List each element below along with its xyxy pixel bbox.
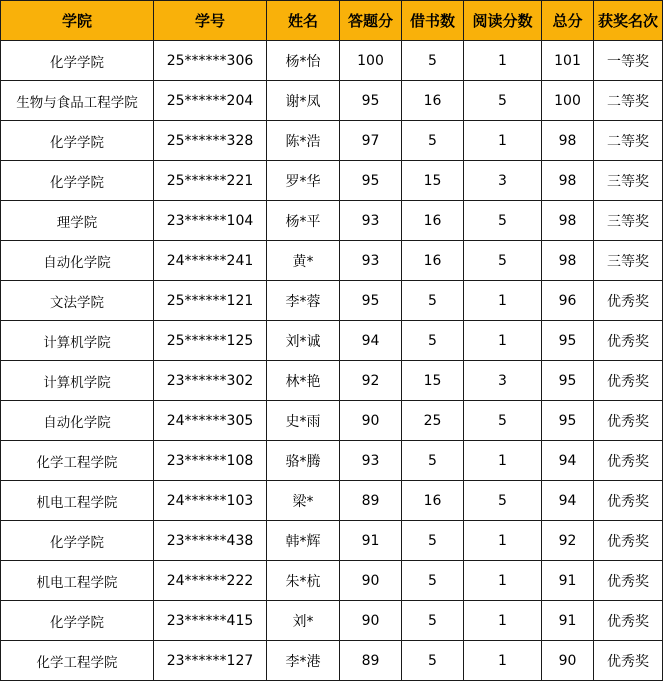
cell-name: 李*蓉 (267, 281, 340, 321)
table-row (1, 161, 663, 201)
header-total-score: 总分 (542, 1, 594, 41)
cell-name: 刘*诚 (267, 321, 340, 361)
header-reading-score: 阅读分数 (464, 1, 542, 41)
cell-books-borrowed: 5 (402, 601, 464, 641)
cell-total-score: 95 (542, 321, 594, 361)
cell-name: 刘* (267, 601, 340, 641)
cell-reading-score: 1 (464, 321, 542, 361)
cell-books-borrowed: 5 (402, 561, 464, 601)
cell-award-rank: 优秀奖 (594, 281, 663, 321)
cell-college: 计算机学院 (1, 361, 154, 401)
cell-reading-score: 5 (464, 201, 542, 241)
cell-student-id: 23******104 (154, 201, 267, 241)
cell-quiz-score: 93 (340, 241, 402, 281)
cell-total-score: 90 (542, 641, 594, 681)
cell-college: 化学学院 (1, 41, 154, 81)
cell-award-rank: 优秀奖 (594, 321, 663, 361)
table-row (1, 361, 663, 401)
cell-reading-score: 1 (464, 441, 542, 481)
cell-college: 机电工程学院 (1, 561, 154, 601)
table-row (1, 81, 663, 121)
cell-student-id: 25******328 (154, 121, 267, 161)
cell-total-score: 95 (542, 401, 594, 441)
table-row (1, 641, 663, 681)
table-body (1, 41, 663, 681)
cell-student-id: 24******241 (154, 241, 267, 281)
cell-quiz-score: 95 (340, 161, 402, 201)
cell-student-id: 25******306 (154, 41, 267, 81)
table-row (1, 401, 663, 441)
cell-total-score: 98 (542, 121, 594, 161)
cell-award-rank: 优秀奖 (594, 361, 663, 401)
cell-college: 化学工程学院 (1, 441, 154, 481)
cell-name: 李*港 (267, 641, 340, 681)
cell-college: 化学学院 (1, 601, 154, 641)
cell-name: 杨*怡 (267, 41, 340, 81)
header-award-rank: 获奖名次 (594, 1, 663, 41)
cell-books-borrowed: 5 (402, 41, 464, 81)
cell-award-rank: 优秀奖 (594, 521, 663, 561)
cell-total-score: 95 (542, 361, 594, 401)
cell-total-score: 94 (542, 441, 594, 481)
cell-books-borrowed: 15 (402, 361, 464, 401)
cell-student-id: 25******204 (154, 81, 267, 121)
cell-student-id: 24******222 (154, 561, 267, 601)
cell-total-score: 101 (542, 41, 594, 81)
cell-quiz-score: 93 (340, 441, 402, 481)
cell-award-rank: 三等奖 (594, 161, 663, 201)
cell-books-borrowed: 5 (402, 121, 464, 161)
cell-student-id: 23******302 (154, 361, 267, 401)
cell-college: 计算机学院 (1, 321, 154, 361)
cell-books-borrowed: 5 (402, 641, 464, 681)
cell-quiz-score: 100 (340, 41, 402, 81)
cell-books-borrowed: 16 (402, 241, 464, 281)
cell-name: 梁* (267, 481, 340, 521)
cell-reading-score: 5 (464, 241, 542, 281)
table-row (1, 321, 663, 361)
cell-award-rank: 二等奖 (594, 121, 663, 161)
cell-reading-score: 5 (464, 481, 542, 521)
cell-college: 生物与食品工程学院 (1, 81, 154, 121)
cell-quiz-score: 90 (340, 401, 402, 441)
table-row (1, 521, 663, 561)
cell-reading-score: 1 (464, 641, 542, 681)
table-row (1, 561, 663, 601)
cell-award-rank: 优秀奖 (594, 641, 663, 681)
cell-award-rank: 一等奖 (594, 41, 663, 81)
cell-quiz-score: 91 (340, 521, 402, 561)
cell-name: 黄* (267, 241, 340, 281)
cell-student-id: 23******438 (154, 521, 267, 561)
cell-name: 杨*平 (267, 201, 340, 241)
cell-total-score: 98 (542, 201, 594, 241)
cell-college: 化学学院 (1, 161, 154, 201)
cell-name: 罗*华 (267, 161, 340, 201)
cell-books-borrowed: 5 (402, 441, 464, 481)
cell-reading-score: 1 (464, 561, 542, 601)
header-books-borrowed: 借书数 (402, 1, 464, 41)
table-row (1, 201, 663, 241)
cell-college: 化学工程学院 (1, 641, 154, 681)
cell-award-rank: 优秀奖 (594, 481, 663, 521)
cell-reading-score: 5 (464, 81, 542, 121)
table-row (1, 241, 663, 281)
header-name: 姓名 (267, 1, 340, 41)
cell-quiz-score: 93 (340, 201, 402, 241)
cell-total-score: 98 (542, 161, 594, 201)
cell-quiz-score: 94 (340, 321, 402, 361)
cell-books-borrowed: 5 (402, 321, 464, 361)
cell-award-rank: 二等奖 (594, 81, 663, 121)
cell-student-id: 23******108 (154, 441, 267, 481)
cell-student-id: 24******305 (154, 401, 267, 441)
cell-books-borrowed: 5 (402, 281, 464, 321)
cell-quiz-score: 95 (340, 281, 402, 321)
cell-student-id: 25******125 (154, 321, 267, 361)
cell-reading-score: 1 (464, 41, 542, 81)
cell-books-borrowed: 16 (402, 201, 464, 241)
cell-name: 朱*杭 (267, 561, 340, 601)
cell-college: 自动化学院 (1, 401, 154, 441)
header-quiz-score: 答题分 (340, 1, 402, 41)
cell-name: 谢*凤 (267, 81, 340, 121)
cell-total-score: 91 (542, 601, 594, 641)
cell-reading-score: 1 (464, 521, 542, 561)
table-row (1, 601, 663, 641)
table-row (1, 281, 663, 321)
cell-college: 化学学院 (1, 121, 154, 161)
cell-college: 理学院 (1, 201, 154, 241)
cell-books-borrowed: 16 (402, 81, 464, 121)
cell-award-rank: 优秀奖 (594, 441, 663, 481)
cell-reading-score: 1 (464, 281, 542, 321)
cell-total-score: 92 (542, 521, 594, 561)
cell-student-id: 24******103 (154, 481, 267, 521)
cell-quiz-score: 90 (340, 601, 402, 641)
cell-quiz-score: 90 (340, 561, 402, 601)
cell-college: 机电工程学院 (1, 481, 154, 521)
cell-name: 骆*腾 (267, 441, 340, 481)
header-college: 学院 (1, 1, 154, 41)
table-row (1, 121, 663, 161)
cell-reading-score: 3 (464, 161, 542, 201)
cell-reading-score: 1 (464, 121, 542, 161)
cell-award-rank: 三等奖 (594, 241, 663, 281)
cell-name: 林*艳 (267, 361, 340, 401)
cell-quiz-score: 89 (340, 481, 402, 521)
cell-award-rank: 优秀奖 (594, 401, 663, 441)
cell-total-score: 91 (542, 561, 594, 601)
cell-name: 陈*浩 (267, 121, 340, 161)
cell-award-rank: 优秀奖 (594, 561, 663, 601)
cell-student-id: 23******415 (154, 601, 267, 641)
cell-award-rank: 三等奖 (594, 201, 663, 241)
cell-quiz-score: 89 (340, 641, 402, 681)
cell-quiz-score: 92 (340, 361, 402, 401)
cell-books-borrowed: 5 (402, 521, 464, 561)
cell-books-borrowed: 16 (402, 481, 464, 521)
table-header-row (1, 1, 663, 41)
table-row (1, 441, 663, 481)
cell-total-score: 98 (542, 241, 594, 281)
cell-college: 文法学院 (1, 281, 154, 321)
table-row (1, 41, 663, 81)
table-row (1, 481, 663, 521)
cell-reading-score: 1 (464, 601, 542, 641)
header-student-id: 学号 (154, 1, 267, 41)
cell-college: 自动化学院 (1, 241, 154, 281)
cell-name: 史*雨 (267, 401, 340, 441)
cell-quiz-score: 97 (340, 121, 402, 161)
cell-books-borrowed: 25 (402, 401, 464, 441)
cell-books-borrowed: 15 (402, 161, 464, 201)
cell-total-score: 94 (542, 481, 594, 521)
cell-award-rank: 优秀奖 (594, 601, 663, 641)
cell-quiz-score: 95 (340, 81, 402, 121)
cell-student-id: 23******127 (154, 641, 267, 681)
cell-student-id: 25******121 (154, 281, 267, 321)
cell-student-id: 25******221 (154, 161, 267, 201)
cell-total-score: 96 (542, 281, 594, 321)
cell-college: 化学学院 (1, 521, 154, 561)
cell-name: 韩*辉 (267, 521, 340, 561)
cell-reading-score: 3 (464, 361, 542, 401)
cell-total-score: 100 (542, 81, 594, 121)
cell-reading-score: 5 (464, 401, 542, 441)
